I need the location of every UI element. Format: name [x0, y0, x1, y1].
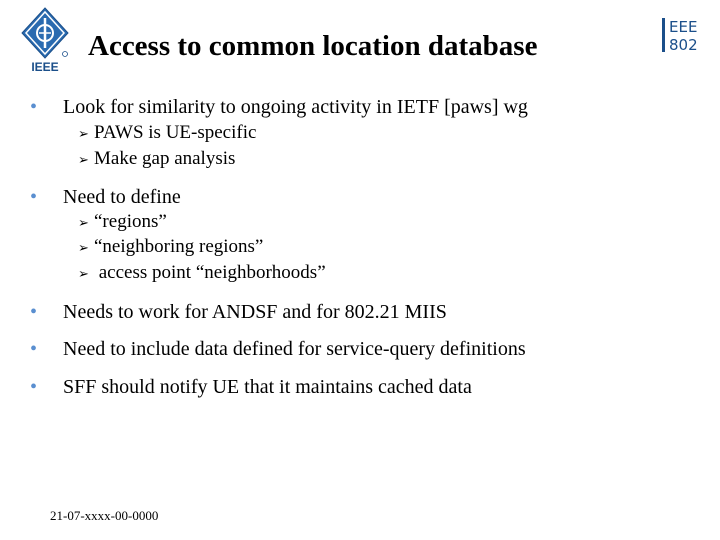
- ieee-802-logo-bottom: 802: [669, 36, 698, 53]
- bullet-dot-icon: •: [30, 338, 38, 360]
- bullet-text: SFF should notify UE that it maintains cached data: [63, 376, 472, 398]
- ieee-802-logo-top: EEE: [669, 18, 698, 36]
- arrow-bullet-icon: ➢: [78, 153, 89, 168]
- sub-bullet-text: access point “neighborhoods”: [94, 262, 326, 283]
- ieee-kite-logo-icon: [20, 6, 70, 74]
- bullet-dot-icon: •: [30, 186, 38, 208]
- bullet-dot-icon: •: [30, 96, 38, 118]
- arrow-bullet-icon: ➢: [78, 216, 89, 231]
- sub-bullet-text: “neighboring regions”: [94, 236, 264, 257]
- bullet-text: Need to include data defined for service-query definitions: [63, 338, 526, 360]
- sub-bullet-item: [78, 262, 326, 286]
- sub-bullet-text: Make gap analysis: [94, 148, 236, 169]
- sub-bullet-item: [78, 236, 263, 260]
- ieee-802-logo: [661, 17, 703, 53]
- ieee-logo: [20, 6, 70, 74]
- bullet-text: Needs to work for ANDSF and for 802.21 MIIS: [63, 301, 447, 323]
- bullet-dot-icon: •: [30, 376, 38, 398]
- bullet-dot-icon: •: [30, 301, 38, 323]
- arrow-bullet-icon: ➢: [78, 127, 89, 142]
- sub-bullet-item: [78, 211, 167, 235]
- arrow-bullet-icon: ➢: [78, 267, 89, 282]
- ieee-logo-text: IEEE: [31, 60, 59, 74]
- bullet-text: Look for similarity to ongoing activity in IETF [paws] wg: [63, 96, 528, 118]
- ieee-802-logo-icon: [661, 17, 703, 53]
- sub-bullet-item: [78, 122, 256, 146]
- sub-bullet-text: PAWS is UE-specific: [94, 122, 257, 143]
- slide-footer-doc-number: 21-07-xxxx-00-0000: [50, 508, 159, 523]
- sub-bullet-item: [78, 148, 235, 172]
- arrow-bullet-icon: ➢: [78, 241, 89, 256]
- sub-bullet-text: “regions”: [94, 211, 167, 232]
- slide-title: Access to common location database: [88, 30, 538, 62]
- bullet-text: Need to define: [63, 186, 181, 208]
